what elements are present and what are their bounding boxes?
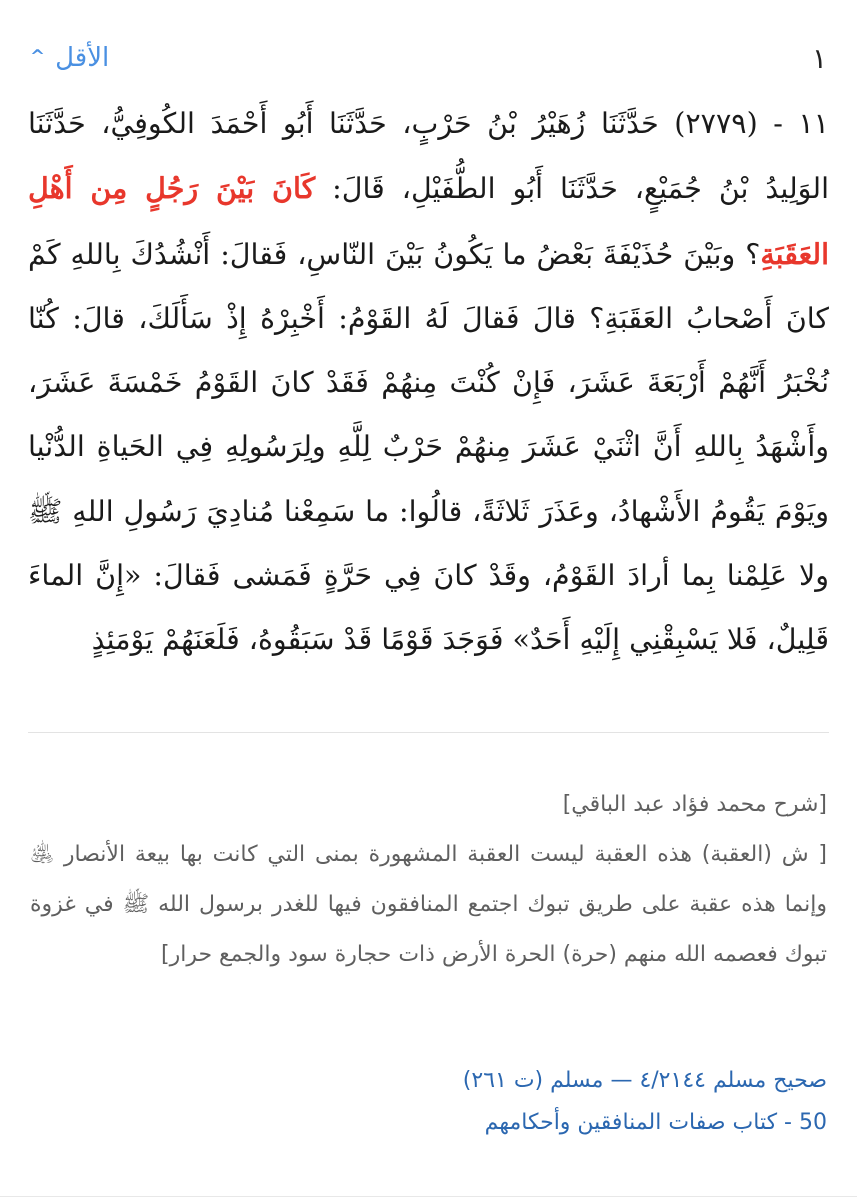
bottom-divider: [0, 1196, 857, 1197]
commentary-body: [ ش (العقبة) هذه العقبة ليست العقبة المشهورة بمنى التي كانت بها بيعة الأنصار ﵁ وإنما هذه عقبة على طريق تبوك اجتمع المنافقون فيها للغدر برسول الله ﷺ في غزوة تبوك فعصمه الله منهم (حرة) الحرة الأرض ذات حجارة سود والجمع حرار]: [30, 842, 827, 967]
header-row: [30, 38, 827, 78]
show-less-button[interactable]: [30, 43, 109, 73]
source-reference-link[interactable]: صحيح مسلم ٤/٢١٤٤ — مسلم (ت ٢٦١): [462, 1068, 827, 1093]
hadith-text-part2: ؟ وبَيْنَ حُذَيْفَةَ بَعْضُ ما يَكُونُ بَيْنَ النّاسِ، فَقالَ: أَنْشُدُكَ بِاللهِ كَمْ كانَ أَصْحابُ العَقَبَةِ؟ قالَ فَقالَ لَهُ القَوْمُ: أَخْبِرْهُ إِذْ سَأَلَكَ، قالَ: كُنّا نُخْبَرُ أَنَّهُمْ أَرْبَعَةَ عَشَرَ، فَإِنْ كُنْتَ مِنهُمْ فَقَدْ كانَ القَوْمُ خَمْسَةَ عَشَرَ، وأَشْهَدُ بِاللهِ أَنَّ اثْنَيْ عَشَرَ مِنهُمْ حَرْبٌ لِلَّهِ ولِرَسُولِهِ فِي الحَياةِ الدُّنْيا ويَوْمَ يَقُومُ الأَشْهادُ، وعَذَرَ ثَلاثَةً، قالُوا: ما سَمِعْنا مُنادِيَ رَسُولِ اللهِ ﷺ ولا عَلِمْنا بِما أرادَ القَوْمُ، وقَدْ كانَ فِي حَرَّةٍ فَمَشى فَقالَ: «إِنَّ الماءَ قَلِيلٌ، فَلا يَسْبِقْنِي إِلَيْهِ أَحَدٌ» فَوَجَدَ قَوْمًا قَدْ سَبَقُوهُ، فَلَعَنَهُمْ يَوْمَئِذٍ: [28, 237, 829, 657]
page-number: ١: [811, 41, 827, 75]
hadith-text: [28, 92, 829, 673]
references: [30, 1060, 827, 1144]
commentary-title: [شرح محمد فؤاد عبد الباقي]: [562, 792, 827, 817]
book-chapter-link[interactable]: 50 - كتاب صفات المنافقين وأحكامهم: [484, 1110, 827, 1135]
section-divider: [28, 732, 829, 733]
show-less-label: الأقل: [55, 43, 110, 73]
hadith-text-part1: ١١ - (٢٧٧٩) حَدَّثَنَا زُهَيْرُ بْنُ حَرْبٍ، حَدَّثَنَا أَبُو أَحْمَدَ الكُوفِيُّ، حَدَّثَنَا الوَلِيدُ بْنُ جُمَيْعٍ، حَدَّثَنَا أَبُو الطُّفَيْلِ، قَالَ:: [28, 107, 830, 206]
chevron-up-icon: ^: [30, 45, 46, 67]
commentary: [30, 780, 827, 980]
hadith-highlight: كَانَ بَيْنَ رَجُلٍ مِن أَهْلِ العَقَبَةِ: [28, 171, 829, 271]
